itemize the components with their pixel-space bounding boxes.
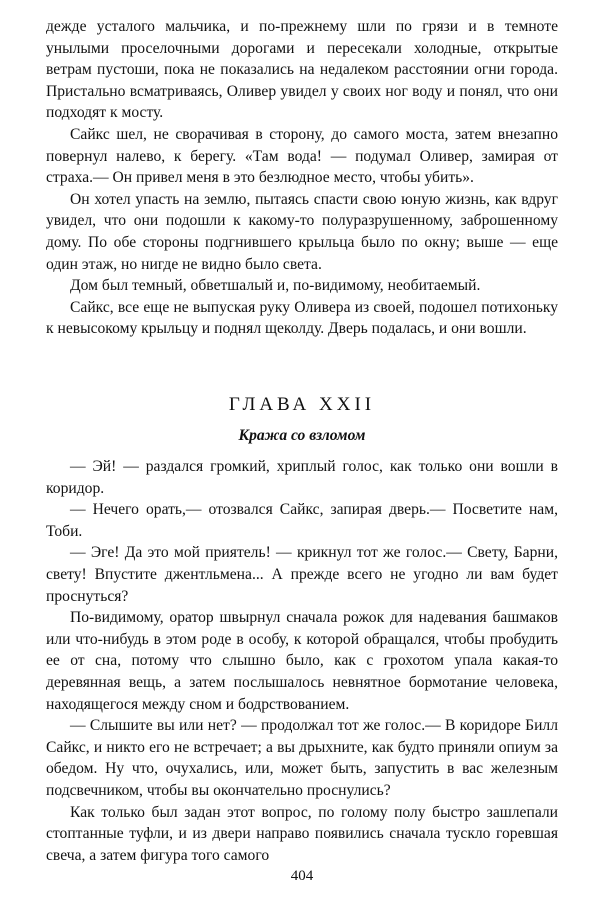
paragraph: — Нечего орать,— отозвался Сайкс, запирая дверь.— Посветите нам, Тоби.	[46, 501, 558, 540]
chapter-subtitle: Кража со взломом	[238, 427, 366, 444]
paragraph: — Эй! — раздался громкий, хриплый голос, как только они вошли в коридор.	[46, 458, 558, 497]
chapter-title: ГЛАВА XXII	[228, 394, 376, 415]
paragraph: Он хотел упасть на землю, пытаясь спасти свою юную жизнь, как вдруг увидел, что они подошли к какому-то полуразрушенному, заброшенному дому. По обе стороны подгнившего крыльца было по окну; выше — еще один этаж, но нигде не видно было света.	[46, 190, 558, 273]
paragraph: По-видимому, оратор швырнул сначала рожок для надевания башмаков или что-нибудь в этом роде в особу, к которой обращался, чтобы пробудить ее от сна, потому что слышно было, как с грохотом упала какая-то деревянная вещь, а затем послышалось невнятное бормотание человека, находящегося между сном и бодрствованием.	[46, 609, 558, 713]
paragraph: — Слышите вы или нет? — продолжал тот же голос.— В коридоре Билл Сайкс, и никто его не встречает; а вы дрыхните, как будто приняли опиум за обедом. Ну что, очухались, или, может быть, запустить в вас железным подсвечником, чтобы вы окончательно проснулись?	[46, 717, 558, 799]
text-block-bottom	[46, 456, 558, 866]
paragraph: Сайкс шел, не сворачивая в сторону, до самого моста, затем внезапно повернул налево, к берегу. «Там вода! — подумал Оливер, замирая от страха.— Он привел меня в это безлюдное место, чтобы убить».	[46, 125, 558, 187]
text-block-top	[46, 16, 558, 340]
paragraph: Дом был темный, обветшалый и, по-видимому, необитаемый.	[70, 277, 481, 295]
paragraph: — Эге! Да это мой приятель! — крикнул тот же голос.— Свету, Барни, свету! Впустите джентльмена... А прежде всего не угодно ли вам будет проснуться?	[46, 544, 558, 605]
page-number: 404	[290, 868, 314, 884]
paragraph: Сайкс, все еще не выпуская руку Оливера из своей, подошел потихоньку к невысокому крыльцу и поднял щеколду. Дверь подалась, и они вошли.	[46, 298, 558, 338]
paragraph: дежде усталого мальчика, и по-прежнему шли по грязи и в темноте унылыми проселочными дорогами и пересекали холодные, открытые ветрам пустоши, пока не показались на недалеком расстоянии огни города. Пристально всматриваясь, Оливер увидел у своих ног воду и понял, что они подходят к мосту.	[46, 18, 558, 122]
paragraph: Как только был задан этот вопрос, по голому полу быстро зашлепали стоптанные туфли, и из двери направо появились сначала тускло горевшая свеча, а затем фигура того самого	[46, 803, 558, 864]
